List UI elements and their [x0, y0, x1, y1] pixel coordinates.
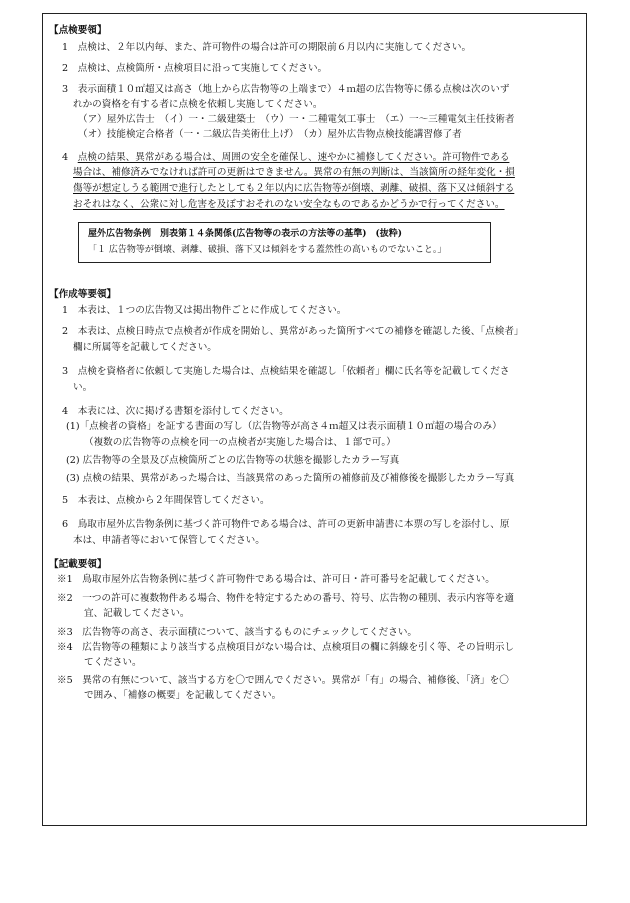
inspection-item-3-line2: れかの資格を有する者に点検を依頼し実施してください。 — [73, 99, 323, 110]
note-5-line2: で囲み、「補修の概要」を記載してください。 — [84, 690, 282, 701]
note-2-line1: ※2 一つの許可に複数物件ある場合、物件を特定するための番号、符号、広告物の種別、表示内容等を適 — [57, 593, 515, 604]
creation-item-3-line1: 3 点検を資格者に依頼して実施した場合は、点検結果を確認し「依頼者」欄に氏名等を記載してくださ — [62, 366, 510, 377]
creation-item-3-line2: い。 — [73, 382, 93, 393]
creation-item-1: 1 本表は、１つの広告物又は掲出物件ごとに作成してください。 — [62, 305, 347, 316]
attachment-3: (3) 点検の結果、異常があった場合は、当該異常のあった箇所の補修前及び補修後を撮影したカラー写真 — [66, 473, 515, 484]
note-4-line1: ※4 広告物等の種類により該当する点検項目がない場合は、点検項目の欄に斜線を引く等、その旨明示し — [57, 642, 515, 653]
notes-heading: 【記載要領】 — [49, 559, 107, 570]
qualification-list-line1: （ア）屋外広告士 （イ）一・二級建築士 （ウ）一・二種電気工事士 （エ）一〜三種電気主任技術者 — [78, 114, 515, 125]
note-5-line1: ※5 異常の有無について、該当する方を〇で囲んでください。異常が「有」の場合、補修後、「済」を〇 — [57, 675, 509, 686]
attachment-1-note: （複数の広告物等の点検を同一の点検者が実施した場合は、１部で可。） — [84, 437, 396, 448]
creation-item-6-line2: 本は、申請者等において保管してください。 — [73, 535, 265, 546]
creation-item-5: 5 本表は、点検から２年間保管してください。 — [62, 495, 270, 506]
creation-item-2-line1: 2 本表は、点検日時点で点検者が作成を開始し、異常があった箇所すべての補修を確認した後、「点検者」 — [62, 326, 524, 337]
qualification-list-line2: （オ）技能検定合格者（一・二級広告美術仕上げ） （カ）屋外広告物点検技能講習修了者 — [78, 129, 462, 140]
inspection-heading: 【点検要領】 — [49, 25, 107, 36]
attachment-1: (1)「点検者の資格」を証する書面の写し（広告物等が高さ４ｍ超又は表示面積１０㎡超の場合のみ） — [66, 421, 502, 432]
inspection-item-4-line3: 傷等が想定しうる範囲で進行したとしても２年以内に広告物等が倒壊、剥離、破損、落下又は傾斜する — [73, 183, 515, 194]
inspection-item-2: 2 点検は、点検箇所・点検項目に沿って実施してください。 — [62, 63, 328, 74]
creation-item-6-line1: 6 鳥取市屋外広告物条例に基づく許可物件である場合は、許可の更新申請書に本票の写しを添付し、原 — [62, 519, 510, 530]
ordinance-title: 屋外広告物条例 別表第１４条関係(広告物等の表示の方法等の基準) (抜粋) — [88, 229, 403, 239]
inspection-item-1: 1 点検は、２年以内毎、また、許可物件の場合は許可の期限前６月以内に実施してください。 — [62, 42, 472, 53]
attachment-2: (2) 広告物等の全景及び点検箇所ごとの広告物等の状態を撮影したカラー写真 — [66, 455, 400, 466]
creation-item-4: 4 本表には、次に掲げる書類を添付してください。 — [62, 406, 289, 417]
creation-item-2-line2: 欄に所属等を記載してください。 — [73, 342, 217, 353]
inspection-item-4-line2: 場合は、補修済みでなければ許可の更新はできません。異常の有無の判断は、当該箇所の経年変化・損 — [73, 167, 515, 178]
note-1: ※1 鳥取市屋外広告物条例に基づく許可物件である場合は、許可日・許可番号を記載してください。 — [57, 574, 495, 585]
note-3: ※3 広告物等の高さ、表示面積について、該当するものにチェックしてください。 — [57, 627, 418, 638]
creation-heading: 【作成等要領】 — [49, 289, 117, 300]
note-2-line2: 宜、記載してください。 — [84, 608, 190, 619]
inspection-item-4-line1 — [62, 151, 509, 164]
ordinance-text: 「１ 広告物等が倒壊、剥離、破損、落下又は傾斜をする蓋然性の高いものでないこと。」 — [88, 245, 447, 255]
note-4-line2: てください。 — [84, 657, 142, 668]
inspection-item-4-line4: おそれはなく、公衆に対し危害を及ぼすおそれのない安全なものであるかどうかで行ってください。 — [73, 199, 505, 210]
inspection-item-3-line1: 3 表示面積１０㎡超又は高さ（地上から広告物等の上端まで）４ｍ超の広告物等に係る点検は次のいず — [62, 84, 510, 95]
inspection-item-4-number: 4 — [62, 152, 78, 163]
inspection-item-4-text: 点検の結果、異常がある場合は、周囲の安全を確保し、速やかに補修してください。許可物件である — [77, 152, 510, 163]
